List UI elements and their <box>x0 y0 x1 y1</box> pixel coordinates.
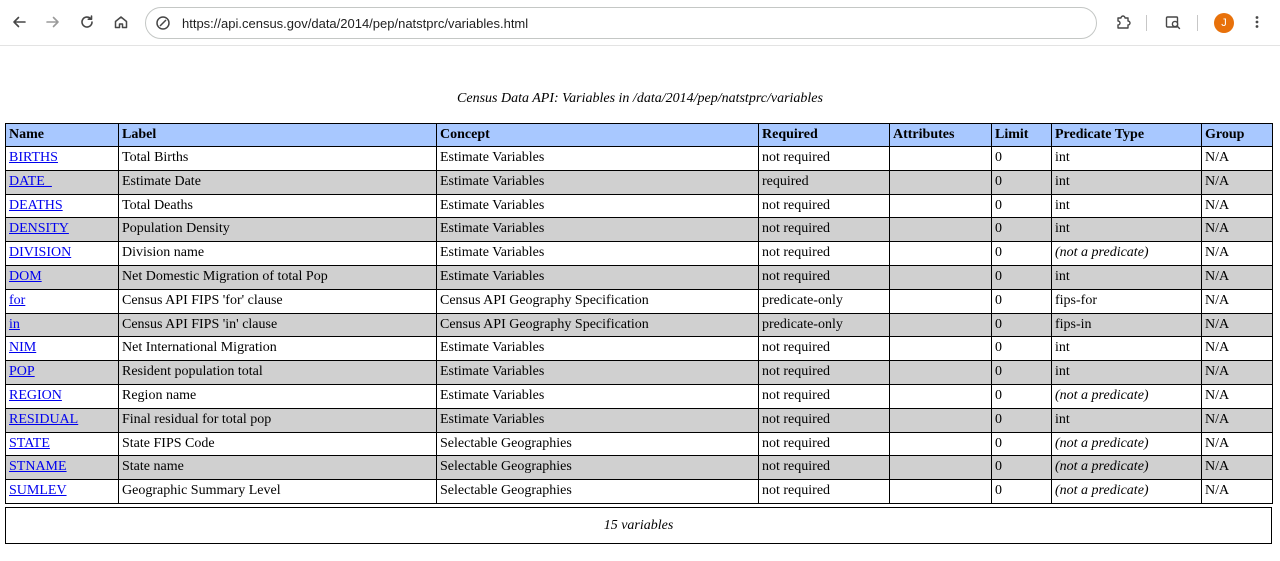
cell-limit: 0 <box>992 432 1052 456</box>
variable-link[interactable]: for <box>9 292 26 308</box>
reload-icon <box>79 14 95 30</box>
cell-label: Division name <box>119 242 437 266</box>
table-row <box>6 337 1273 361</box>
cell-concept: Estimate Variables <box>437 408 759 432</box>
cell-predicate: int <box>1052 361 1202 385</box>
cell-name <box>6 384 119 408</box>
puzzle-icon <box>1114 13 1132 31</box>
variable-link[interactable]: in <box>9 316 20 332</box>
cell-label: Final residual for total pop <box>119 408 437 432</box>
cell-concept: Estimate Variables <box>437 147 759 171</box>
cell-required: not required <box>759 361 890 385</box>
variable-link[interactable]: DATE_ <box>9 173 52 189</box>
more-vertical-icon <box>1249 14 1265 30</box>
cell-group: N/A <box>1202 218 1273 242</box>
variable-link[interactable]: REGION <box>9 387 62 403</box>
table-row <box>6 361 1273 385</box>
cell-group: N/A <box>1202 313 1273 337</box>
cell-predicate: int <box>1052 147 1202 171</box>
home-button[interactable] <box>107 8 135 36</box>
cell-required: not required <box>759 218 890 242</box>
cell-limit: 0 <box>992 289 1052 313</box>
cell-label: Total Births <box>119 147 437 171</box>
cell-attributes <box>890 242 992 266</box>
cell-required: predicate-only <box>759 313 890 337</box>
cell-label: Net Domestic Migration of total Pop <box>119 265 437 289</box>
cell-limit: 0 <box>992 242 1052 266</box>
cell-concept: Estimate Variables <box>437 218 759 242</box>
cell-required: required <box>759 170 890 194</box>
table-row <box>6 456 1273 480</box>
variable-link[interactable]: SUMLEV <box>9 483 67 499</box>
cell-limit: 0 <box>992 170 1052 194</box>
cell-group: N/A <box>1202 456 1273 480</box>
cell-name <box>6 480 119 504</box>
tab-search-button[interactable] <box>1159 8 1187 36</box>
column-header: Attributes <box>890 124 992 147</box>
cell-label: Census API FIPS 'for' clause <box>119 289 437 313</box>
cell-group: N/A <box>1202 170 1273 194</box>
cell-name <box>6 218 119 242</box>
cell-name <box>6 408 119 432</box>
cell-label: State FIPS Code <box>119 432 437 456</box>
cell-concept: Estimate Variables <box>437 337 759 361</box>
variable-link[interactable]: DIVISION <box>9 245 72 261</box>
cell-label: Resident population total <box>119 361 437 385</box>
cell-required: not required <box>759 480 890 504</box>
cell-attributes <box>890 337 992 361</box>
cell-concept: Selectable Geographies <box>437 480 759 504</box>
cell-label: Census API FIPS 'in' clause <box>119 313 437 337</box>
variable-link[interactable]: POP <box>9 364 35 380</box>
browser-toolbar <box>0 0 1280 46</box>
variable-link[interactable]: BIRTHS <box>9 150 58 165</box>
column-header: Required <box>759 124 890 147</box>
cell-concept: Estimate Variables <box>437 384 759 408</box>
cell-name <box>6 147 119 171</box>
cell-concept: Estimate Variables <box>437 361 759 385</box>
cell-predicate: fips-in <box>1052 313 1202 337</box>
cell-group: N/A <box>1202 265 1273 289</box>
toolbar-divider <box>1197 15 1198 31</box>
cell-label: Region name <box>119 384 437 408</box>
variable-link[interactable]: DEATHS <box>9 197 63 213</box>
tab-search-icon <box>1164 13 1182 31</box>
cell-name <box>6 432 119 456</box>
cell-concept: Estimate Variables <box>437 194 759 218</box>
address-bar[interactable] <box>145 7 1097 39</box>
cell-label: Geographic Summary Level <box>119 480 437 504</box>
cell-required: predicate-only <box>759 289 890 313</box>
table-row <box>6 170 1273 194</box>
cell-limit: 0 <box>992 147 1052 171</box>
cell-limit: 0 <box>992 361 1052 385</box>
cell-predicate: (not a predicate) <box>1052 456 1202 480</box>
table-row <box>6 384 1273 408</box>
forward-button[interactable] <box>39 8 67 36</box>
cell-limit: 0 <box>992 194 1052 218</box>
variable-link[interactable]: NIM <box>9 340 37 356</box>
cell-predicate: fips-for <box>1052 289 1202 313</box>
cell-group: N/A <box>1202 408 1273 432</box>
cell-name <box>6 265 119 289</box>
cell-attributes <box>890 170 992 194</box>
table-row <box>6 313 1273 337</box>
menu-button[interactable] <box>1243 8 1271 36</box>
cell-group: N/A <box>1202 289 1273 313</box>
cell-attributes <box>890 432 992 456</box>
back-button[interactable] <box>5 8 33 36</box>
cell-limit: 0 <box>992 313 1052 337</box>
cell-limit: 0 <box>992 456 1052 480</box>
cell-concept: Census API Geography Specification <box>437 313 759 337</box>
cell-limit: 0 <box>992 265 1052 289</box>
cell-concept: Selectable Geographies <box>437 456 759 480</box>
variables-table <box>5 123 1273 504</box>
cell-group: N/A <box>1202 361 1273 385</box>
cell-name <box>6 194 119 218</box>
column-header: Concept <box>437 124 759 147</box>
profile-avatar[interactable]: J <box>1214 13 1234 33</box>
cell-predicate: int <box>1052 170 1202 194</box>
cell-label: Estimate Date <box>119 170 437 194</box>
cell-group: N/A <box>1202 432 1273 456</box>
cell-predicate: int <box>1052 194 1202 218</box>
cell-limit: 0 <box>992 480 1052 504</box>
cell-predicate: (not a predicate) <box>1052 432 1202 456</box>
table-row <box>6 408 1273 432</box>
table-row <box>6 147 1273 171</box>
cell-predicate: int <box>1052 265 1202 289</box>
cell-limit: 0 <box>992 218 1052 242</box>
site-info-icon[interactable] <box>152 12 174 34</box>
cell-required: not required <box>759 265 890 289</box>
cell-predicate: (not a predicate) <box>1052 242 1202 266</box>
column-header: Limit <box>992 124 1052 147</box>
cell-group: N/A <box>1202 384 1273 408</box>
cell-predicate: (not a predicate) <box>1052 384 1202 408</box>
cell-concept: Estimate Variables <box>437 265 759 289</box>
reload-button[interactable] <box>73 8 101 36</box>
cell-predicate: int <box>1052 218 1202 242</box>
cell-name <box>6 456 119 480</box>
cell-required: not required <box>759 456 890 480</box>
cell-attributes <box>890 147 992 171</box>
cell-name <box>6 337 119 361</box>
cell-name <box>6 361 119 385</box>
arrow-right-icon <box>45 14 61 30</box>
cell-name <box>6 242 119 266</box>
cell-limit: 0 <box>992 337 1052 361</box>
variable-link[interactable]: RESIDUAL <box>9 411 79 427</box>
cell-group: N/A <box>1202 480 1273 504</box>
variable-link[interactable]: DOM <box>9 268 42 284</box>
cell-label: Population Density <box>119 218 437 242</box>
cell-group: N/A <box>1202 147 1273 171</box>
cell-name <box>6 170 119 194</box>
cell-required: not required <box>759 384 890 408</box>
toolbar-divider <box>1146 15 1147 31</box>
cell-attributes <box>890 265 992 289</box>
extensions-button[interactable] <box>1109 8 1137 36</box>
cell-group: N/A <box>1202 194 1273 218</box>
cell-name <box>6 313 119 337</box>
cell-attributes <box>890 218 992 242</box>
cell-required: not required <box>759 337 890 361</box>
cell-required: not required <box>759 147 890 171</box>
cell-label: Total Deaths <box>119 194 437 218</box>
cell-label: Net International Migration <box>119 337 437 361</box>
cell-limit: 0 <box>992 384 1052 408</box>
cell-attributes <box>890 456 992 480</box>
cell-attributes <box>890 289 992 313</box>
variable-link[interactable]: DENSITY <box>9 221 69 237</box>
cell-group: N/A <box>1202 242 1273 266</box>
arrow-left-icon <box>11 14 27 30</box>
cell-required: not required <box>759 432 890 456</box>
cell-concept: Selectable Geographies <box>437 432 759 456</box>
variable-link[interactable]: STNAME <box>9 459 67 475</box>
cell-name <box>6 289 119 313</box>
table-row <box>6 218 1273 242</box>
page-content <box>0 47 1280 561</box>
variable-count: 15 variables <box>5 507 1272 544</box>
column-header: Predicate Type <box>1052 124 1202 147</box>
table-header-row <box>6 124 1273 147</box>
cell-attributes <box>890 361 992 385</box>
cell-group: N/A <box>1202 337 1273 361</box>
column-header: Label <box>119 124 437 147</box>
table-row <box>6 194 1273 218</box>
cell-required: not required <box>759 194 890 218</box>
column-header: Group <box>1202 124 1273 147</box>
cell-required: not required <box>759 408 890 432</box>
table-row <box>6 432 1273 456</box>
cell-attributes <box>890 480 992 504</box>
cell-predicate: int <box>1052 337 1202 361</box>
cell-attributes <box>890 384 992 408</box>
cell-concept: Estimate Variables <box>437 242 759 266</box>
cell-concept: Estimate Variables <box>437 170 759 194</box>
cell-attributes <box>890 408 992 432</box>
cell-attributes <box>890 194 992 218</box>
column-header: Name <box>6 124 119 147</box>
variable-link[interactable]: STATE <box>9 435 50 451</box>
cell-concept: Census API Geography Specification <box>437 289 759 313</box>
table-row <box>6 265 1273 289</box>
cell-attributes <box>890 313 992 337</box>
cell-required: not required <box>759 242 890 266</box>
cell-limit: 0 <box>992 408 1052 432</box>
home-icon <box>113 14 129 30</box>
table-caption: Census Data API: Variables in /data/2014/pep/natstprc/variables <box>457 91 823 106</box>
table-row <box>6 242 1273 266</box>
cell-predicate: (not a predicate) <box>1052 480 1202 504</box>
cell-label: State name <box>119 456 437 480</box>
url-text[interactable]: https://api.census.gov/data/2014/pep/natstprc/variables.html <box>182 15 529 31</box>
cell-predicate: int <box>1052 408 1202 432</box>
table-row <box>6 480 1273 504</box>
table-row <box>6 289 1273 313</box>
